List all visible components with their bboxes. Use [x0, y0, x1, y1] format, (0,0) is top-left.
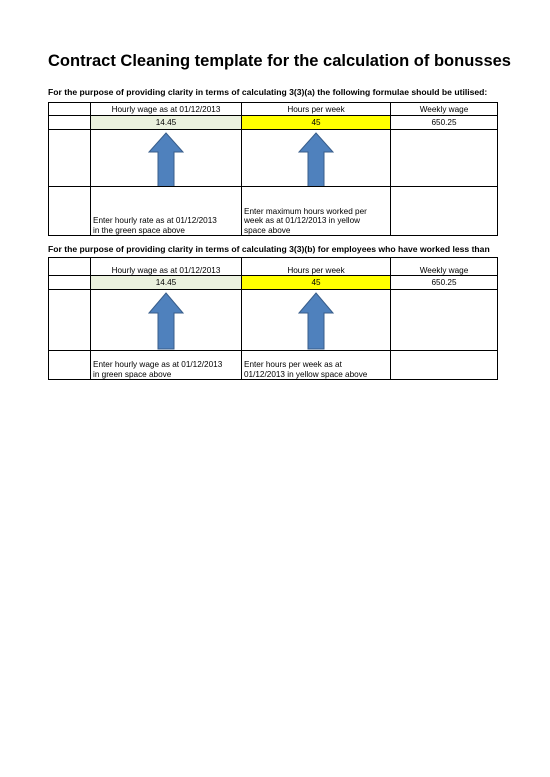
- row-label-cell: [49, 103, 91, 116]
- row-label-cell: [49, 276, 91, 290]
- empty-cell: [391, 290, 498, 351]
- weekly-wage-header: Weekly wage: [391, 258, 498, 276]
- section-a-value-row: [49, 116, 498, 130]
- hourly-wage-instruction: [91, 187, 242, 236]
- empty-cell: [391, 351, 498, 380]
- section-b-arrow-row: [49, 290, 498, 351]
- arrow-cell: [91, 130, 242, 187]
- weekly-wage-value: 650.25: [391, 276, 498, 290]
- row-label-cell: [49, 187, 91, 236]
- hours-instruction: [242, 187, 391, 236]
- hours-per-week-input-cell[interactable]: 45: [242, 276, 391, 290]
- instruction-line: week as at 01/12/2013 in yellow: [244, 216, 361, 225]
- hours-instruction: [242, 351, 391, 380]
- section-b-value-row: [49, 276, 498, 290]
- instruction-line: space above: [244, 225, 291, 235]
- weekly-wage-value: 650.25: [391, 116, 498, 130]
- section-a-arrow-row: [49, 130, 498, 187]
- hours-per-week-header: Hours per week: [242, 258, 391, 276]
- instruction-line: Enter hours per week as at: [244, 360, 342, 369]
- section-a-intro: For the purpose of providing clarity in terms of calculating 3(3)(a) the following formulae should be utilised:: [48, 87, 488, 97]
- instruction-line: Enter maximum hours worked per: [244, 206, 367, 216]
- hourly-wage-input-cell[interactable]: 14.45: [91, 276, 242, 290]
- instruction-line: Enter hourly rate as at 01/12/2013: [93, 216, 217, 225]
- up-arrow-icon: [298, 292, 334, 350]
- empty-cell: [391, 130, 498, 187]
- hourly-wage-input-cell[interactable]: 14.45: [91, 116, 242, 130]
- row-label-cell: [49, 351, 91, 380]
- hours-per-week-input-cell[interactable]: 45: [242, 116, 391, 130]
- instruction-line: 01/12/2013 in yellow space above: [244, 369, 368, 379]
- row-label-cell: [49, 130, 91, 187]
- up-arrow-icon: [298, 132, 334, 187]
- arrow-cell: [242, 290, 391, 351]
- instruction-line: Enter hourly wage as at 01/12/2013: [93, 360, 223, 369]
- section-a-table: [48, 102, 498, 236]
- section-b-header-row: [49, 258, 498, 276]
- arrow-cell: [91, 290, 242, 351]
- instruction-line: in green space above: [93, 369, 172, 379]
- row-label-cell: [49, 290, 91, 351]
- instruction-line: in the green space above: [93, 225, 185, 235]
- weekly-wage-header: Weekly wage: [391, 103, 498, 116]
- hourly-wage-header: Hourly wage as at 01/12/2013: [91, 103, 242, 116]
- hours-per-week-header: Hours per week: [242, 103, 391, 116]
- up-arrow-icon: [148, 132, 184, 187]
- section-b-instruction-row: [49, 351, 498, 380]
- section-a-header-row: [49, 103, 498, 116]
- row-label-cell: [49, 258, 91, 276]
- page-title: Contract Cleaning template for the calculation of bonusses: [48, 52, 511, 70]
- section-b-table: [48, 257, 498, 380]
- section-a-instruction-row: [49, 187, 498, 236]
- section-b-intro: For the purpose of providing clarity in terms of calculating 3(3)(b) for employees who have worked less than: [48, 244, 490, 254]
- up-arrow-icon: [148, 292, 184, 350]
- empty-cell: [391, 187, 498, 236]
- row-label-cell: [49, 116, 91, 130]
- hourly-wage-instruction: [91, 351, 242, 380]
- hourly-wage-header: Hourly wage as at 01/12/2013: [91, 258, 242, 276]
- arrow-cell: [242, 130, 391, 187]
